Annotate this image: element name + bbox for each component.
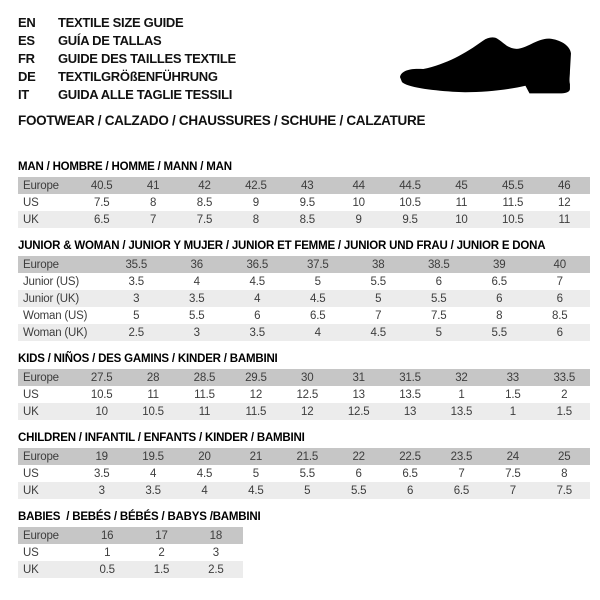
size-cell: 10.5: [502, 213, 524, 226]
size-cell: 4: [193, 275, 200, 288]
size-cell: 7: [509, 484, 516, 497]
size-cell: 6: [355, 467, 362, 480]
size-cell: 10: [352, 196, 365, 209]
size-cell: 3.5: [249, 326, 265, 339]
table-row: [18, 561, 243, 578]
size-cell: 3.5: [94, 467, 110, 480]
size-cell: 6.5: [94, 213, 110, 226]
size-cell: 3: [193, 326, 200, 339]
language-label: TEXTILGRÖßENFÜHRUNG: [58, 69, 218, 84]
size-cell: 10.5: [142, 405, 164, 418]
size-cell: 3: [98, 484, 105, 497]
size-cell: 40: [553, 258, 566, 271]
size-cell: 35.5: [125, 258, 148, 271]
size-cell: 42.5: [245, 179, 267, 192]
size-cell: 0.5: [99, 563, 115, 576]
language-label: GUIDE DES TAILLES TEXTILE: [58, 51, 236, 66]
size-cell: 5.5: [370, 275, 386, 288]
size-table-man: [18, 177, 590, 228]
size-cell: 29.5: [245, 371, 267, 384]
size-cell: 12.5: [296, 388, 319, 401]
language-code: EN: [18, 15, 36, 30]
size-cell: 3: [133, 292, 140, 305]
section-title: BABIES / BEBÉS / BÉBÉS / BABYS /BAMBINI: [18, 511, 261, 523]
size-cell: 38: [372, 258, 385, 271]
size-cell: 37.5: [306, 258, 329, 271]
table-row: [18, 256, 590, 273]
table-row: [18, 403, 590, 420]
size-cell: 36: [190, 258, 203, 271]
size-cell: 8.5: [552, 309, 568, 322]
size-cell: 23.5: [450, 450, 473, 463]
size-cell: 6: [556, 292, 563, 305]
size-cell: 40.5: [90, 179, 113, 192]
size-cell: 3.5: [145, 484, 161, 497]
size-cell: 13.5: [450, 405, 473, 418]
section-children: [18, 432, 590, 499]
category-title: FOOTWEAR / CALZADO / CHAUSSURES / SCHUHE / CALZATURE: [18, 113, 426, 128]
size-cell: 3.5: [189, 292, 205, 305]
size-cell: 5: [133, 309, 140, 322]
table-row: [18, 465, 590, 482]
size-cell: 32: [455, 371, 468, 384]
size-cell: 1: [458, 388, 465, 401]
size-cell: 30: [301, 371, 314, 384]
size-cell: 6.5: [402, 467, 418, 480]
size-cell: 4.5: [310, 292, 326, 305]
size-cell: 12: [301, 405, 314, 418]
size-cell: 41: [146, 179, 160, 192]
size-cell: 5.5: [299, 467, 315, 480]
size-cell: 11.5: [245, 405, 267, 418]
row-label: UK: [23, 563, 39, 576]
size-cell: 11.5: [194, 388, 215, 401]
size-cell: 5.5: [431, 292, 447, 305]
size-cell: 9: [252, 196, 259, 209]
row-label: Europe: [23, 179, 59, 192]
size-cell: 17: [155, 529, 168, 542]
size-cell: 13.5: [399, 388, 421, 401]
size-cell: 8: [149, 196, 157, 209]
size-cell: 31.5: [399, 371, 421, 384]
size-cell: 4.5: [370, 326, 386, 339]
size-cell: 2.5: [208, 563, 224, 576]
table-row: [18, 448, 590, 465]
row-label: Woman (UK): [23, 326, 88, 339]
row-label: UK: [23, 213, 39, 226]
size-cell: 25: [558, 450, 571, 463]
size-cell: 10: [95, 405, 108, 418]
row-label: US: [23, 196, 39, 209]
size-cell: 5.5: [491, 326, 507, 339]
size-cell: 19.5: [142, 450, 164, 463]
size-table-kids: [18, 369, 590, 420]
language-code: ES: [18, 33, 35, 48]
size-cell: 7: [458, 467, 465, 480]
size-cell: 9: [355, 213, 362, 226]
size-cell: 44: [352, 179, 365, 192]
size-cell: 11: [198, 405, 211, 418]
size-cell: 12: [558, 196, 571, 209]
row-label: UK: [23, 405, 39, 418]
size-cell: 44.5: [399, 179, 421, 192]
size-cell: 5: [252, 467, 259, 480]
size-cell: 16: [100, 529, 114, 542]
size-cell: 22.5: [399, 450, 421, 463]
size-cell: 45.5: [502, 179, 524, 192]
size-cell: 5: [435, 326, 442, 339]
size-cell: 7.5: [556, 484, 572, 497]
size-cell: 4: [314, 326, 321, 339]
section-kids: [18, 353, 590, 420]
size-cell: 45: [455, 179, 468, 192]
language-code: IT: [18, 87, 29, 102]
size-cell: 8: [252, 213, 259, 226]
size-cell: 4.5: [196, 467, 213, 480]
size-cell: 11: [147, 388, 159, 401]
language-row-en: [18, 14, 590, 32]
size-tables: [18, 161, 590, 578]
size-cell: 7: [556, 275, 563, 288]
size-cell: 13: [403, 405, 417, 418]
size-cell: 7: [149, 213, 157, 226]
size-cell: 9.5: [402, 213, 418, 226]
size-cell: 8: [496, 309, 503, 322]
size-cell: 10.5: [90, 388, 113, 401]
size-cell: 12.5: [347, 405, 370, 418]
size-cell: 18: [209, 529, 223, 542]
size-cell: 6.5: [491, 275, 507, 288]
row-label: Europe: [23, 450, 59, 463]
size-cell: 33: [506, 371, 520, 384]
size-cell: 7.5: [431, 309, 447, 322]
size-cell: 8: [561, 467, 568, 480]
row-label: Junior (UK): [23, 292, 79, 305]
row-label: Europe: [23, 258, 59, 271]
section-title: MAN / HOMBRE / HOMME / MANN / MAN: [18, 161, 232, 173]
size-cell: 4.5: [249, 275, 265, 288]
table-row: [18, 211, 590, 228]
size-table-junior-woman: [18, 256, 590, 341]
size-cell: 6: [406, 484, 414, 497]
size-cell: 1.5: [153, 563, 170, 576]
size-cell: 7.5: [505, 467, 521, 480]
size-cell: 36.5: [246, 258, 269, 271]
table-row: [18, 177, 590, 194]
size-cell: 24: [506, 450, 520, 463]
size-cell: 46: [558, 179, 571, 192]
size-cell: 7: [375, 309, 382, 322]
row-label: UK: [23, 484, 39, 497]
dress-shoe-icon: [400, 36, 574, 96]
size-cell: 2: [158, 546, 165, 559]
size-cell: 8.5: [299, 213, 315, 226]
size-cell: 4: [149, 467, 157, 480]
size-cell: 3: [212, 546, 219, 559]
size-cell: 4.5: [248, 484, 264, 497]
size-table-children: [18, 448, 590, 499]
table-row: [18, 194, 590, 211]
size-cell: 5.5: [350, 484, 367, 497]
row-label: Europe: [23, 371, 59, 384]
size-cell: 7.5: [94, 196, 110, 209]
size-cell: 6.5: [310, 309, 326, 322]
size-cell: 1.5: [505, 388, 521, 401]
size-cell: 6: [254, 309, 261, 322]
size-cell: 2.5: [128, 326, 144, 339]
size-cell: 11: [558, 213, 571, 226]
language-code: FR: [18, 51, 35, 66]
size-cell: 8.5: [196, 196, 213, 209]
table-row: [18, 482, 590, 499]
size-cell: 20: [198, 450, 211, 463]
table-row: [18, 527, 243, 544]
language-label: TEXTILE SIZE GUIDE: [58, 15, 184, 30]
size-cell: 19: [95, 450, 108, 463]
size-cell: 9.5: [299, 196, 315, 209]
section-babies: [18, 511, 590, 578]
table-row: [18, 290, 590, 307]
language-label: GUÍA DE TALLAS: [58, 33, 162, 48]
size-cell: 4: [201, 484, 208, 497]
size-cell: 10: [455, 213, 468, 226]
size-cell: 3.5: [128, 275, 144, 288]
row-label: Junior (US): [23, 275, 79, 288]
table-row: [18, 544, 243, 561]
row-label: US: [23, 388, 39, 401]
row-label: Europe: [23, 529, 59, 542]
size-cell: 39: [493, 258, 506, 271]
size-cell: 1: [104, 546, 111, 559]
section-man: [18, 161, 590, 228]
section-title: KIDS / NIÑOS / DES GAMINS / KINDER / BAMBINI: [18, 353, 278, 365]
table-row: [18, 307, 590, 324]
size-cell: 7.5: [196, 213, 213, 226]
language-code: DE: [18, 69, 36, 84]
size-cell: 21: [249, 450, 263, 463]
size-cell: 21.5: [296, 450, 319, 463]
size-cell: 6: [496, 292, 503, 305]
size-cell: 31: [352, 371, 365, 384]
size-cell: 6: [556, 326, 563, 339]
size-cell: 6: [435, 275, 442, 288]
size-cell: 11.5: [502, 196, 524, 209]
section-title: JUNIOR & WOMAN / JUNIOR Y MUJER / JUNIOR ET FEMME / JUNIOR UND FRAU / JUNIOR E DONA: [18, 240, 546, 252]
table-row: [18, 369, 590, 386]
size-cell: 28.5: [193, 371, 216, 384]
size-cell: 1.5: [556, 405, 572, 418]
row-label: Woman (US): [23, 309, 88, 322]
size-cell: 22: [352, 450, 365, 463]
size-cell: 10.5: [399, 196, 421, 209]
size-cell: 5: [375, 292, 382, 305]
size-cell: 1: [509, 405, 516, 418]
size-cell: 28: [146, 371, 160, 384]
size-cell: 11: [455, 196, 468, 209]
row-label: US: [23, 546, 39, 559]
size-cell: 42: [198, 179, 211, 192]
size-cell: 27.5: [90, 371, 113, 384]
table-row: [18, 273, 590, 290]
size-cell: 4: [254, 292, 261, 305]
size-cell: 2: [561, 388, 568, 401]
section-title: CHILDREN / INFANTIL / ENFANTS / KINDER / BAMBINI: [18, 432, 305, 444]
size-table-babies: [18, 527, 243, 578]
size-cell: 38.5: [427, 258, 450, 271]
language-label: GUIDA ALLE TAGLIE TESSILI: [58, 87, 233, 102]
size-cell: 33.5: [553, 371, 576, 384]
size-cell: 5.5: [189, 309, 205, 322]
section-junior-woman: [18, 240, 590, 341]
size-cell: 13: [352, 388, 365, 401]
row-label: US: [23, 467, 39, 480]
size-cell: 12: [249, 388, 263, 401]
size-cell: 43: [301, 179, 314, 192]
size-cell: 6.5: [453, 484, 470, 497]
table-row: [18, 386, 590, 403]
size-cell: 5: [314, 275, 321, 288]
table-row: [18, 324, 590, 341]
size-cell: 5: [304, 484, 311, 497]
